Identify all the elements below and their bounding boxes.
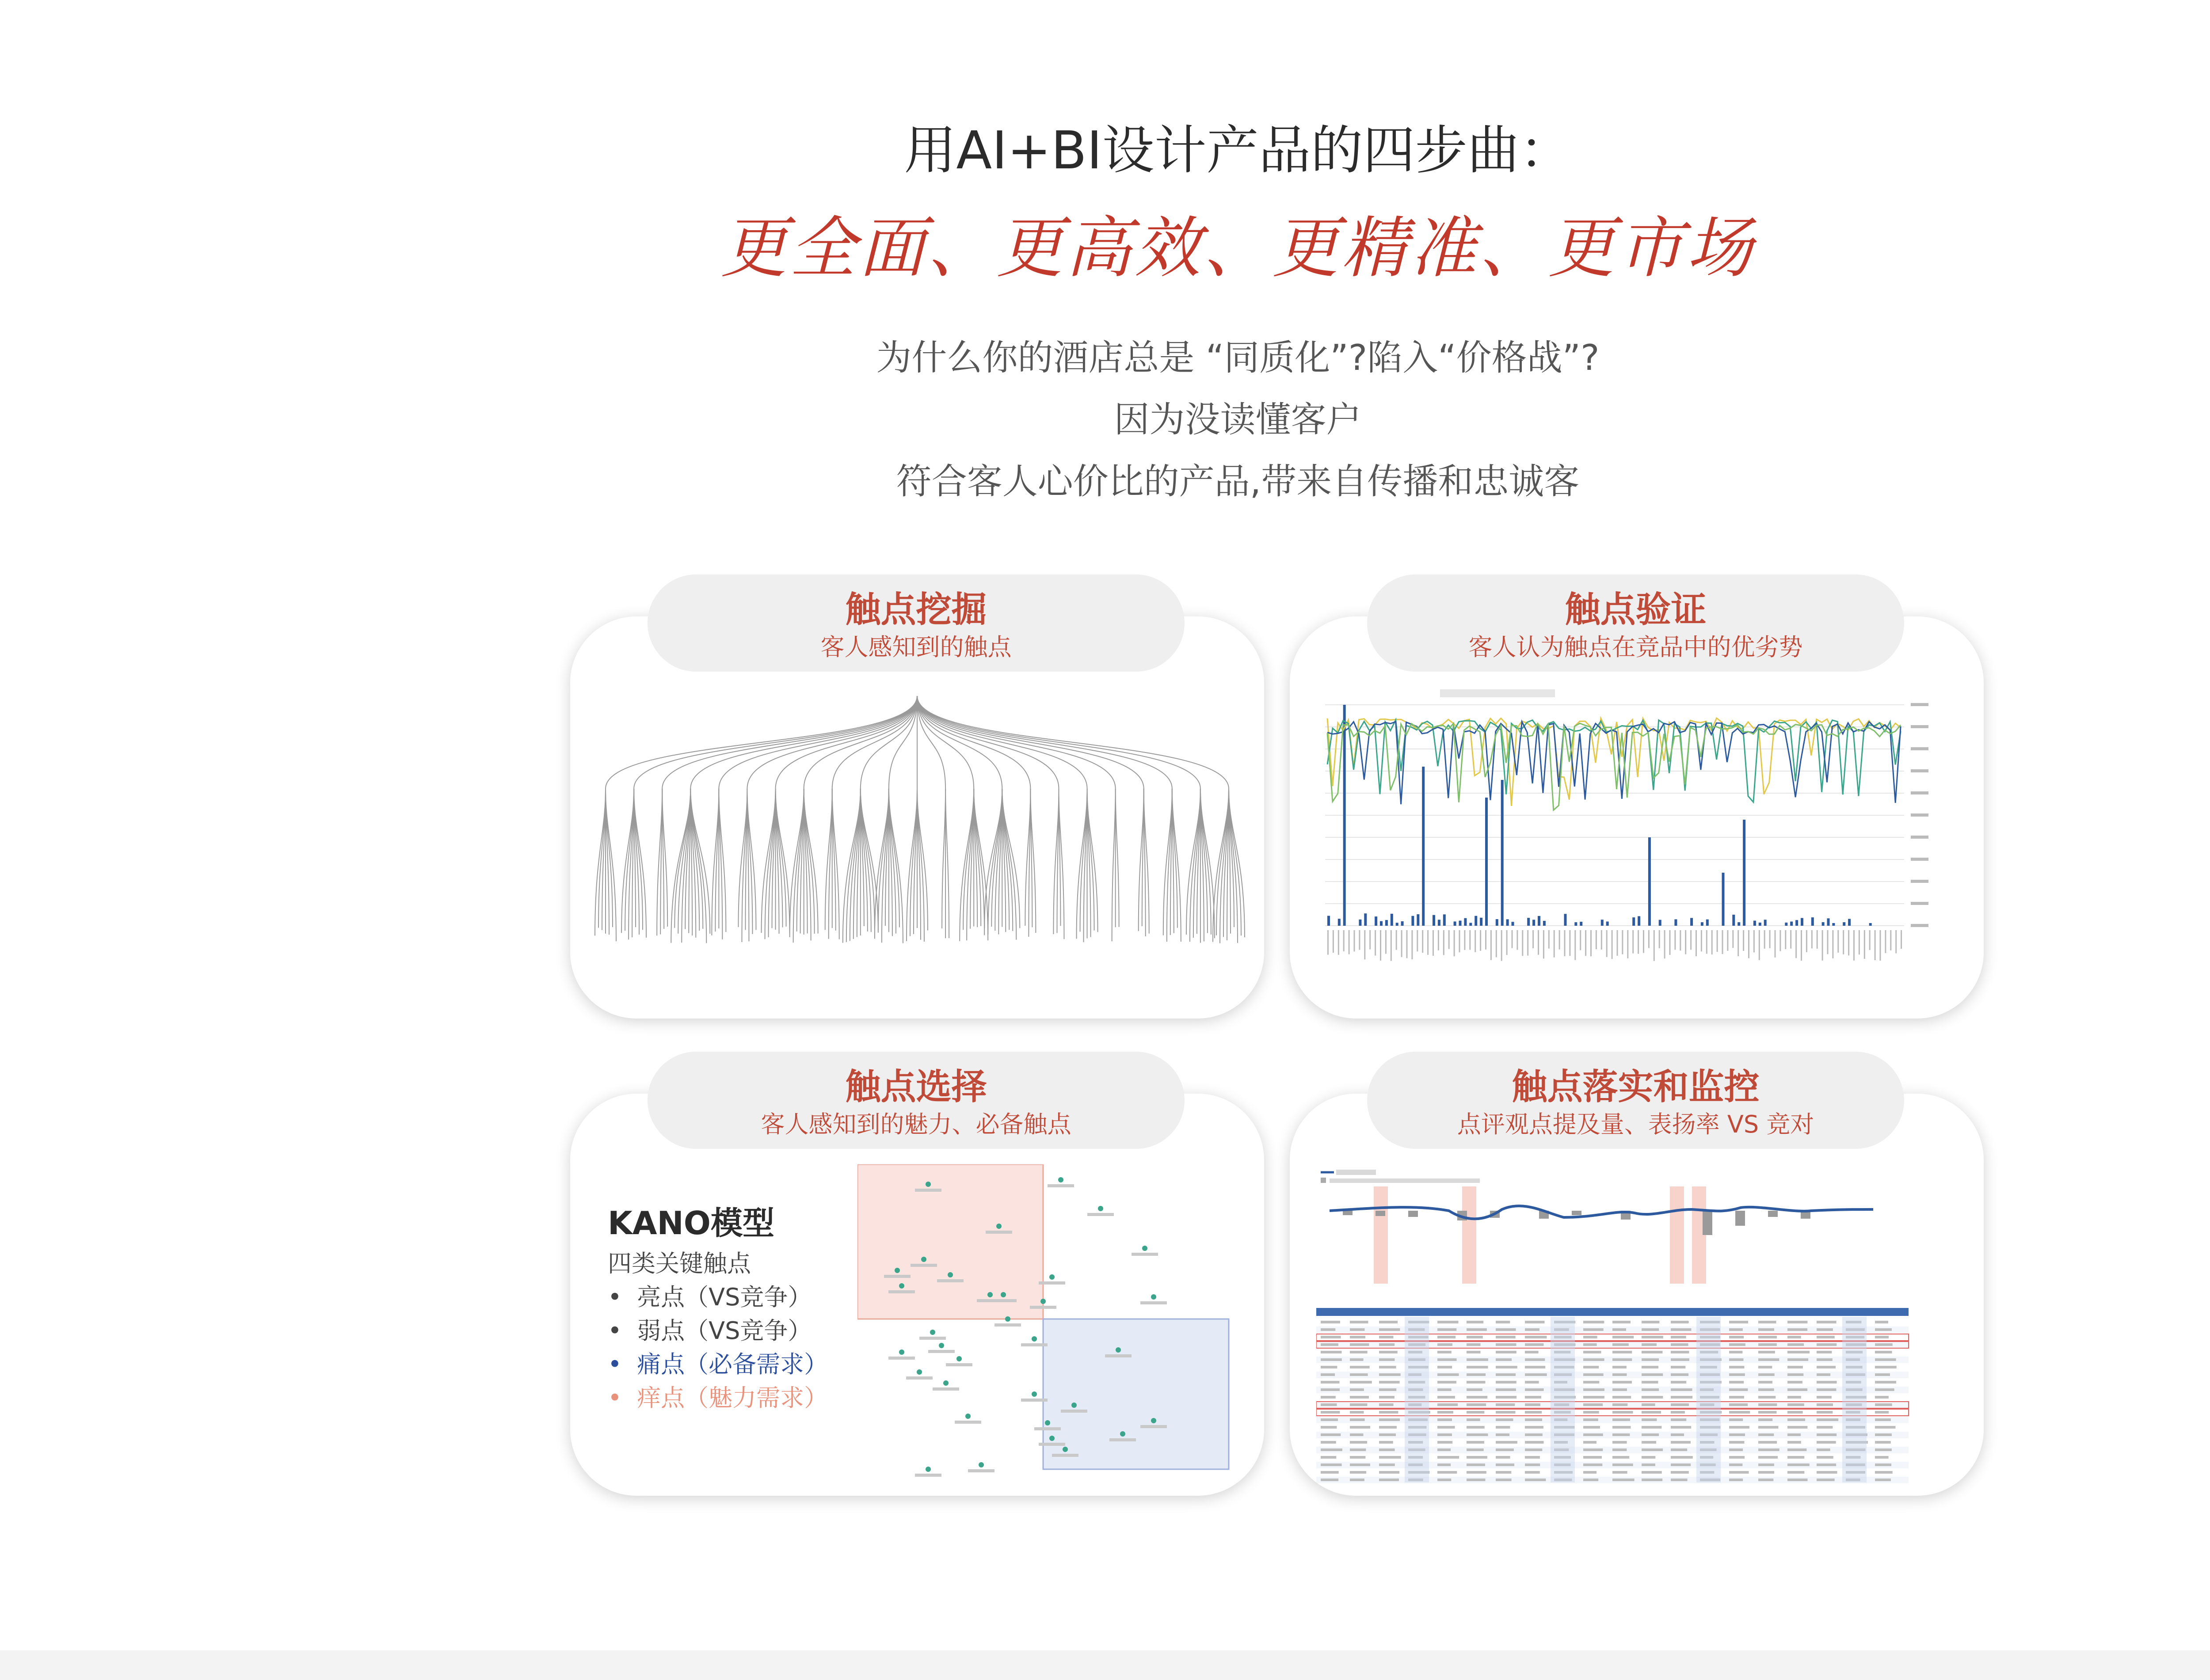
card-1-title: 触点挖掘	[845, 589, 987, 630]
kano-title: KANO模型	[608, 1205, 774, 1242]
kano-subtitle: 四类关键触点	[608, 1250, 751, 1277]
chart-legend-placeholder	[1440, 689, 1555, 697]
card-touchpoint-selection	[570, 1094, 1264, 1496]
card-4-title: 触点落实和监控	[1512, 1066, 1760, 1107]
competitor-comparison-chart	[1316, 687, 1953, 996]
card-4-subtitle: 点评观点提及量、表扬率 VS 竞对	[1457, 1110, 1814, 1138]
card-2-header	[1367, 574, 1904, 672]
intro-line-3: 符合客人心价比的产品,带来自传播和忠诚客	[896, 461, 1580, 502]
card-3-title: 触点选择	[845, 1066, 987, 1107]
kano-item-pain-point: • 痛点（必备需求）	[608, 1350, 828, 1378]
monitoring-dashboard-figure	[1316, 1169, 1953, 1487]
kano-scatter-figure	[857, 1164, 1238, 1482]
card-2-title: 触点验证	[1565, 589, 1707, 630]
footer-band	[0, 1650, 2210, 1680]
card-1-header	[648, 574, 1185, 672]
card-4-header	[1367, 1052, 1904, 1149]
card-3-subtitle: 客人感知到的魅力、必备触点	[761, 1110, 1071, 1138]
card-1-subtitle: 客人感知到的触点	[820, 633, 1012, 661]
page-slogan: 更全面、更高效、更精准、更市场	[720, 210, 1755, 287]
touchpoint-tree-figure	[588, 678, 1246, 996]
kano-item-itch-point: • 痒点（魅力需求）	[608, 1384, 828, 1412]
kano-item-weakness: • 弱点（VS竞争）	[608, 1317, 812, 1345]
intro-line-1: 为什么你的酒店总是 “同质化”?陷入“价格战”?	[876, 337, 1600, 378]
card-touchpoint-monitoring	[1290, 1094, 1984, 1496]
card-3-header	[648, 1052, 1185, 1149]
kano-item-highlight: • 亮点（VS竞争）	[608, 1283, 812, 1311]
intro-line-2: 因为没读懂客户	[1114, 399, 1362, 440]
card-touchpoint-validation	[1290, 616, 1984, 1019]
card-touchpoint-mining	[570, 616, 1264, 1019]
kano-legend	[608, 1197, 838, 1415]
page-title: 用AI+BI设计产品的四步曲：	[904, 120, 1572, 181]
card-2-subtitle: 客人认为触点在竞品中的优劣势	[1468, 633, 1803, 661]
